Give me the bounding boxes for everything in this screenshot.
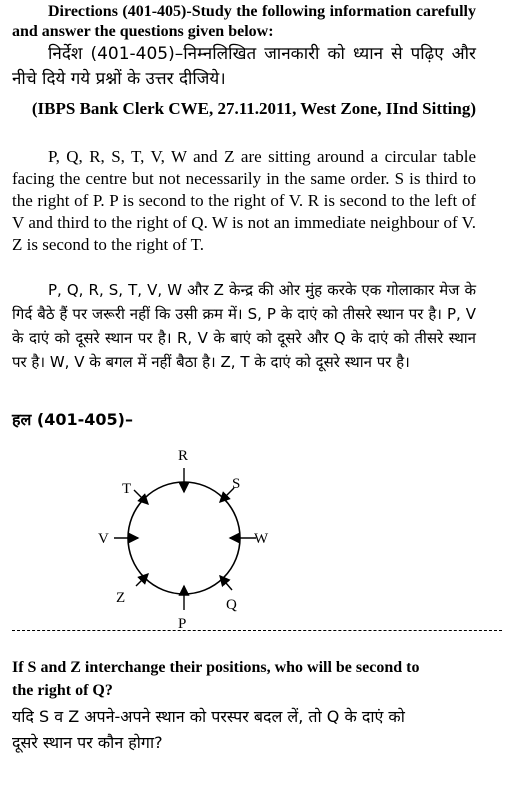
directions-english: Directions (401-405)-Study the following information carefully and answer the questions given below: [12,3,476,40]
arrow-bottom-right [220,576,232,590]
seat-top-right: S [232,476,241,492]
seat-bottom-right: Q [226,597,237,613]
seat-bottom: P [178,616,187,632]
section-divider [12,630,502,631]
seat-left: V [98,531,109,547]
puzzle-text-english: P, Q, R, S, T, V, W and Z are sitting around a circular table facing the centre but not necessarily in the same order. S is third to the right of P. P is second to the right of V. R is second to the left of V and third to the right of Q. W is not an immediate neighbour of V. Z is second to the right of T. [12,147,476,254]
exam-source: (IBPS Bank Clerk CWE, 27.11.2011, West Zone, IInd Sitting) [31,99,476,118]
question-english: If S and Z interchange their positions, who will be second to the right of Q? [12,659,420,699]
seat-right: W [254,531,269,547]
seat-bottom-left: Z [116,590,126,606]
solution-label: हल (401-405)– [12,410,133,429]
seat-top: R [178,448,189,464]
directions-hindi: निर्देश (401-405)–निम्नलिखित जानकारी को ध्यान से पढ़िए और नीचे दिये गये प्रश्नों के उत्तर दीजिये। [12,44,476,89]
seating-diagram [86,442,286,634]
seat-top-left: T [122,481,132,497]
question-hindi: यदि S व Z अपने-अपने स्थान को परस्पर बदल लें, तो Q के दाएं को दूसरे स्थान पर कौन होगा? [12,707,405,752]
puzzle-text-hindi: P, Q, R, S, T, V, W और Z केन्द्र की ओर मुंह करके एक गोलाकार मेज के गिर्द बैठे हैं पर जरूरी नहीं कि उसी क्रम में। S, P के दाएं को तीसरे स्थान पर है। P, V के दाएं को दूसरे स्थान पर है। R, V के बाएं को दूसरे और Q के दाएं को तीसरे स्थान पर है। W, V के बगल में नहीं बैठा है। Z, T के दाएं को दूसरे स्थान पर है। [12,281,476,371]
